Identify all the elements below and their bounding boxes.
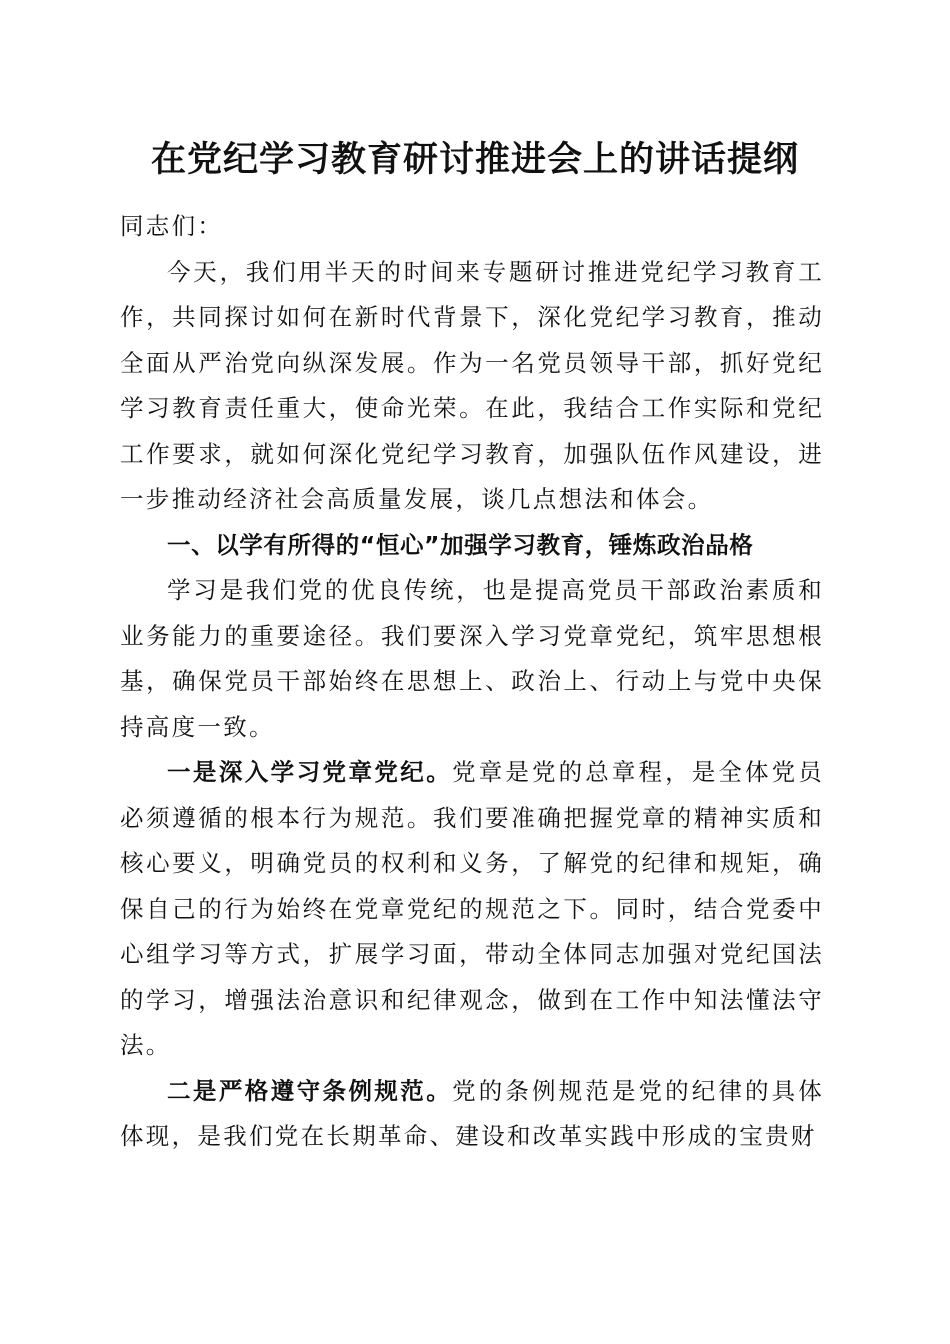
section-heading-1: 一、以学有所得的“恒心”加强学习教育，锤炼政治品格 xyxy=(167,530,754,559)
point-2-text: 党的条例规范是党的纪律的具体体现，是我们党在长期革命、建设和改革实践中形成的宝贵财 xyxy=(120,1076,824,1150)
point-1-text: 党章是党的总章程，是全体党员必须遵循的根本行为规范。我们要准确把握党章的精神实质和核心要义，明确党员的权利和义务，了解党的纪律和规矩，确保自己的行为始终在党章党纪的规范之下。同时，结合党委中心组学习等方式，扩展学习面，带动全体同志加强对党纪国法的学习，增强法治意识和纪律观念，做到在工作中知法懂法守法。 xyxy=(120,758,824,1059)
point-1-paragraph xyxy=(120,750,824,1069)
salutation: 同志们： xyxy=(120,212,224,240)
point-2-paragraph xyxy=(120,1069,824,1160)
intro-paragraph: 今天，我们用半天的时间来专题研讨推进党纪学习教育工作，共同探讨如何在新时代背景下，深化党纪学习教育，推动全面从严治党向纵深发展。作为一名党员领导干部，抓好党纪学习教育责任重大，使命光荣。在此，我结合工作实际和党纪工作要求，就如何深化党纪学习教育，加强队伍作风建设，进一步推动经济社会高质量发展，谈几点想法和体会。 xyxy=(120,257,824,513)
section1-paragraph: 学习是我们党的优良传统，也是提高党员干部政治素质和业务能力的重要途径。我们要深入学习党章党纪，筑牢思想根基，确保党员干部始终在思想上、政治上、行动上与党中央保持高度一致。 xyxy=(120,576,824,741)
point-1-lead: 一是深入学习党章党纪。 xyxy=(167,758,453,786)
point-2-lead: 二是严格遵守条例规范。 xyxy=(167,1076,453,1105)
document-body xyxy=(120,204,824,1160)
document-title: 在党纪学习教育研讨推进会上的讲话提纲 xyxy=(150,139,799,180)
